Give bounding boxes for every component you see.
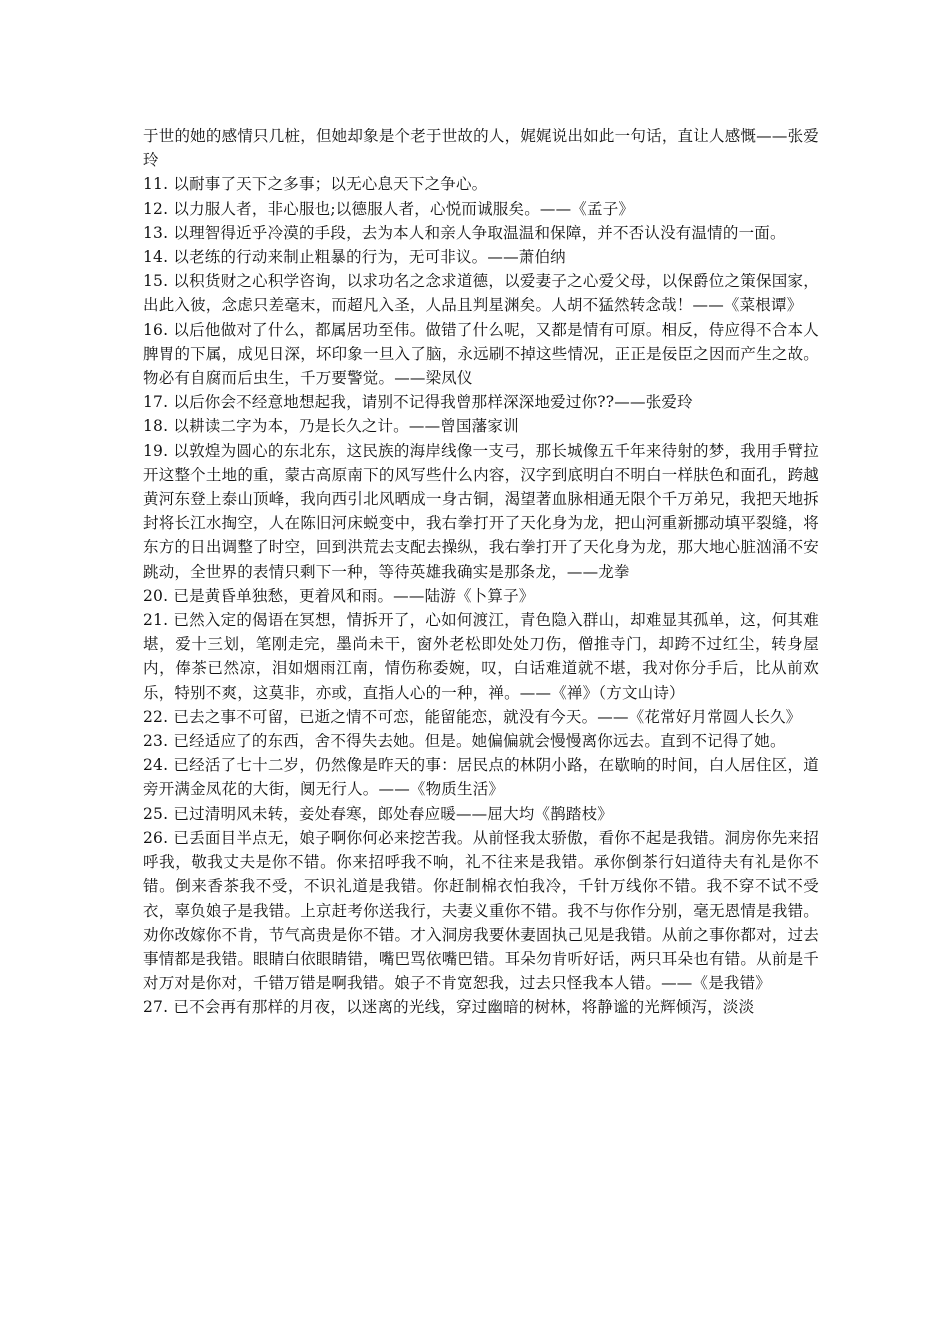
quote-18: 18. 以耕读二字为本，乃是长久之计。——曾国藩家训 (143, 417, 519, 436)
quote-27: 27. 已不会再有那样的月夜，以迷离的光线，穿过幽暗的树林，将静谧的光辉倾泻，淡淡 (143, 998, 755, 1017)
quote-15: 15. 以积货财之心积学咨询，以求功名之念求道德，以爱妻子之心爱父母，以保爵位之策保国家，出此入彼，念虑只差毫末，而超凡入圣，人品且判星渊矣。人胡不猛然转念哉！——《菜根谭》 (143, 272, 819, 315)
quote-26: 26. 已丢面目半点无，娘子啊你何必来挖苦我。从前怪我太骄傲，看你不起是我错。洞房你先来招呼我，敬我丈夫是你不错。你来招呼我不响，礼不往来是我错。承你倒茶行妇道待夫有礼是你不错。倒来香茶我不受，不识礼道是我错。你赶制棉衣怕我冷，千针万线你不错。我不穿不试不受衣，辜负娘子是我错。上京赶考你送我行，夫妻义重你不错。我不与你作分别，毫无恩情是我错。劝你改嫁你不肯，节气高贵是你不错。才入洞房我要休妻固执己见是我错。从前之事你都对，过去事情都是我错。眼睛白依眼睛错，嘴巴骂依嘴巴错。耳朵勿肯听好话，两只耳朵也有错。从前是千对万对是你对，千错万错是啊我错。娘子不肯宽恕我，过去只怪我本人错。——《是我错》 (143, 828, 819, 993)
quote-22: 22. 已去之事不可留，已逝之情不可恋，能留能恋，就没有今天。——《花常好月常圆人长久》 (143, 707, 802, 726)
quote-20: 20. 已是黄昏单独愁，更着风和雨。——陆游《卜算子》 (143, 586, 535, 605)
quote-13: 13. 以理智得近乎冷漠的手段，去为本人和亲人争取温温和保障，并不否认没有温情的一面。 (143, 223, 786, 242)
quote-12: 12. 以力服人者，非心服也;以德服人者，心悦而诚服矣。——《孟子》 (143, 199, 635, 218)
quote-14: 14. 以老练的行动来制止粗暴的行为，无可非议。——萧伯纳 (143, 248, 566, 267)
quote-17: 17. 以后你会不经意地想起我，请别不记得我曾那样深深地爱过你??——张爱玲 (143, 393, 693, 412)
quote-21: 21. 已然入定的偈语在冥想，情拆开了，心如何渡江，青色隐入群山，却难显其孤单，这，何其难堪，爱十三划，笔刚走完，墨尚未干，窗外老松即处处刀伤，僧推寺门，却跨不过红尘，转身屋内，俸茶已然凉，泪如烟雨江南，情伤称委婉，叹，白话难道就不堪，我对你分手后，比从前欢乐，特别不爽，这莫非，亦或，直指人心的一种，禅。——《禅》（方文山诗） (143, 611, 819, 702)
paragraph-intro: 于世的她的感情只几桩，但她却象是个老于世故的人，娓娓说出如此一句话，直让人感慨——张爱玲 (143, 127, 819, 170)
quote-23: 23. 已经适应了的东西，舍不得失去她。但是。她偏偏就会慢慢离你远去。直到不记得了她。 (143, 732, 786, 751)
quote-24: 24. 已经活了七十二岁，仍然像是昨天的事：居民点的林阴小路，在歇晌的时间，白人居住区，道旁开满金凤花的大街，阒无行人。——《物质生活》 (143, 756, 819, 799)
document-body (143, 124, 819, 1020)
quote-25: 25. 已过清明风未转，妾处春寒，郎处春应暖——屈大均《鹊踏枝》 (143, 804, 613, 823)
quote-19: 19. 以敦煌为圆心的东北东，这民族的海岸线像一支弓，那长城像五千年来待射的梦，我用手臂拉开这整个土地的重，蒙古高原南下的风写些什么内容，汉字到底明白不明白一样肤色和面孔，跨越黄河东登上泰山顶峰，我向西引北风晒成一身古铜，渴望著血脉相通无限个千万弟兄，我把天地拆封将长江水掏空，人在陈旧河床蜕变中，我右拳打开了天化身为龙，把山河重新挪动填平裂缝，将东方的日出调整了时空，回到洪荒去支配去操纵，我右拳打开了天化身为龙，那大地心脏汹涌不安跳动，全世界的表情只剩下一种，等待英雄我确实是那条龙，——龙拳 (143, 441, 819, 581)
quote-11: 11. 以耐事了天下之多事；以无心息天下之争心。 (143, 175, 488, 194)
quote-16: 16. 以后他做对了什么，都属居功至伟。做错了什么呢，又都是情有可原。相反，侍应得不合本人脾胃的下属，成见日深，坏印象一旦入了脑，永远刷不掉这些情况，正正是佞臣之因而产生之故。物必有自腐而后虫生，千万要警觉。——梁凤仪 (143, 320, 819, 388)
